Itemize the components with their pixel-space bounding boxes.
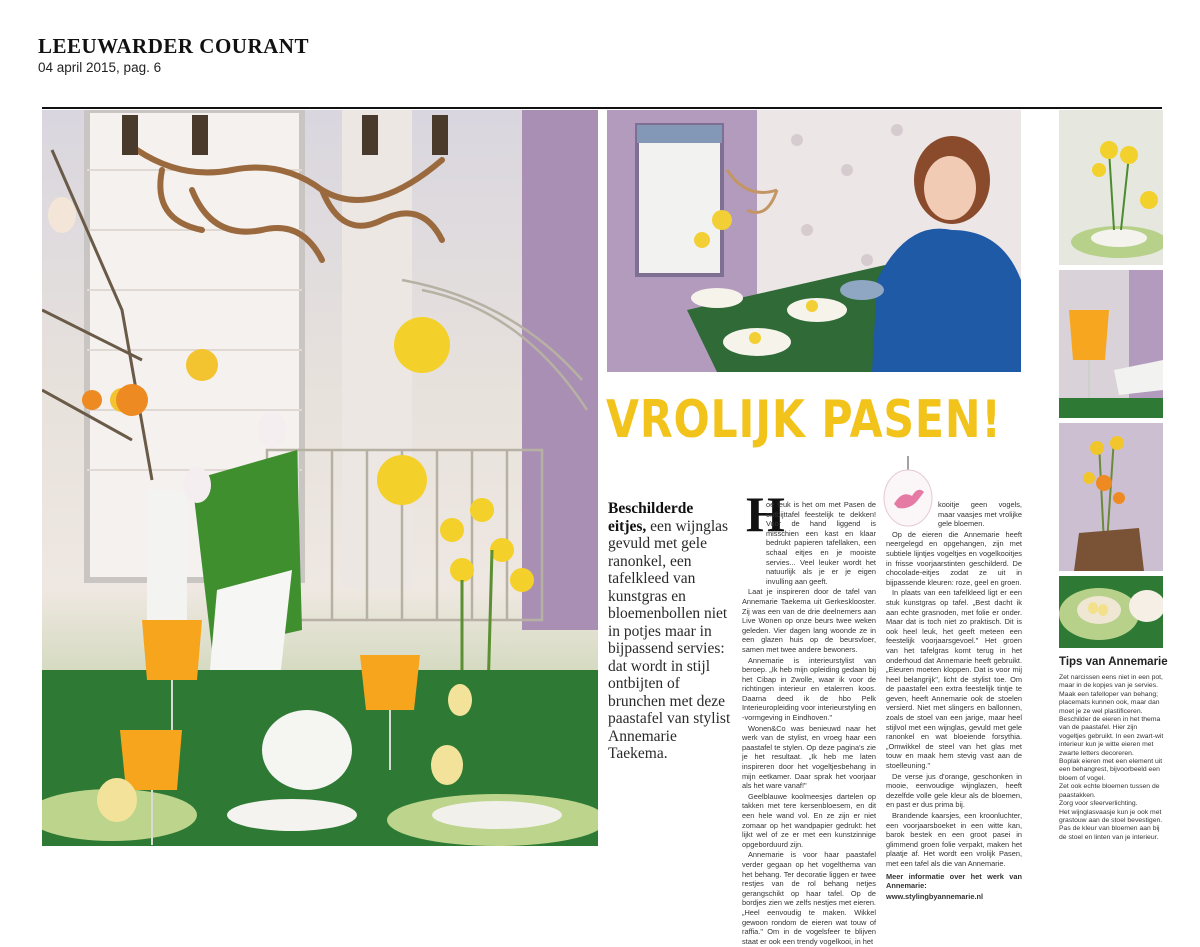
article-paragraph: Annemarie is voor haar paastafel verder gegaan op het vogelthema van het behang. Ter decoratie liggen er twee restjes van de rol behang netjes gerangschikt op haar tafel. Op de bordjes zien we zelfs nestjes met eieren. „Heel eenvoudig te maken. Wikkel gewoon rondom de eieren wat touw of raffia." Om in de vogelsfeer te blijven staat er ook een trendy vogelkooi, in het: [742, 850, 876, 946]
egg-nest-illustration: [1059, 576, 1163, 648]
strip-photo-egg-nest: [1059, 576, 1163, 648]
masthead: LEEUWARDER COURANT: [38, 34, 309, 58]
tip-item: Het wijnglasvaasje kun je ook met grastouw aan de stoel bevestigen.: [1059, 808, 1163, 824]
article-footer-link[interactable]: www.stylingbyannemarie.nl: [886, 891, 984, 901]
article-paragraph: Op de eieren die Annemarie heeft neergelegd en opgehangen, zijn met subtiele lijntjes vogeltjes en vogelkooitjes in frisse voorjaarstinten geschilderd. De chocolade-eitjes zodat ze uit in bijpassende kleuren: roze, geel en groen.: [886, 529, 1022, 587]
article-paragraph: Annemarie is interieurstylist van beroep. „Ik heb mijn opleiding gedaan bij het Cibap in Zwolle, waar ik voor de richtingen interieur en etalerren koos. Daarna deed ik de hbo Pelk Interieuropleiding voor interieurstyling en -vormgeving in Eindhoven.": [742, 655, 876, 723]
article-footer-label: Meer informatie over het werk van Annemarie:: [886, 871, 1022, 891]
tip-item: Zet ook echte bloemen tussen de paastakken.: [1059, 783, 1160, 799]
tip-item: Maak een tafelloper van behang; placemats kunnen ook, maar dan moet je ze wel plastificeren.: [1059, 690, 1160, 715]
photo-stylist-at-table: [607, 110, 1021, 372]
dateline: 04 april 2015, pag. 6: [38, 60, 162, 75]
tip-item: Boplak eieren met een element uit een behangrest, bijvoorbeeld een bloem of vogel.: [1059, 758, 1163, 782]
daffodil-cup-illustration: [1059, 110, 1163, 265]
stylist-illustration: [607, 110, 1021, 372]
strip-photo-chair-flowers: [1059, 423, 1163, 571]
article-paragraph: kooitje geen vogels, maar vaasjes met vrolijke gele bloemen.: [938, 500, 1022, 529]
intro-text: een wijnglas gevuld met gele ranonkel, een tafelkleed van kunstgras en bloemenbollen niet in potjes maar in bijpassend servies: dat wordt in stijl ontbijten of brunchen met deze paastafel van stylist Annemarie Taekema.: [608, 517, 731, 762]
tip-item: Zet narcissen eens niet in een pot, maar in de kopjes van je servies.: [1059, 674, 1163, 690]
tip-item: Pas de kleur van bloemen aan bij de stoel en linten van je interieur.: [1059, 825, 1160, 841]
article-paragraph: Wonen&Co was benieuwd naar het werk van de stylist, en vroeg haar een paastafel te stylen. Op deze pagina's zie je het resultaat. „Ik heb me laten inspireren door het vogeltjesbehang in mijn eetkamer. Daar sprak het voorjaar als het ware vanaf!": [742, 723, 876, 791]
strip-photo-juice-glass: [1059, 270, 1163, 418]
tips-list: [1059, 674, 1165, 842]
article-paragraph: De verse jus d'orange, geschonken in mooie, eenvoudige wijnglazen, heeft dezelfde volle gele kleur als de bloemen, en past er dus prima bij.: [886, 771, 1022, 810]
tip-item: Beschilder de eieren in het thema van de paastafel. Hier zijn vogeltjes gebruikt. In een zwart-wit interieur kun je witte eieren met zwarte letters decoreren.: [1059, 716, 1164, 757]
chair-flowers-illustration: [1059, 423, 1163, 571]
main-photo-easter-table: [42, 110, 598, 846]
article-paragraph: Geelblauwe koolmeesjes dartelen op takken met tere kersenbloesem, en dit een hele wand vol. En ze zijn er niet zomaar op het wandpapier gedrukt: het lijkt wel of ze er met een kunstzinnige opgeborduurd zijn.: [742, 791, 876, 849]
juice-glass-illustration: [1059, 270, 1163, 418]
article-paragraph: oe leuk is het om met Pasen de ontbijttafel feestelijk te dekken! Voor de hand liggend is misschien een kast en klaar bedrukt papieren tafellaken, een schaal eitjes en je mooiste servies... Veel leuker wordt het natuurlijk als je er je eigen invulling aan geeft.: [766, 500, 876, 586]
top-rule: [42, 107, 1162, 109]
article-column-1: [742, 500, 876, 947]
headline: VROLIJK PASEN!: [606, 390, 1002, 450]
article-paragraph: In plaats van een tafelkleed ligt er een stuk kunstgras op tafel. „Best dacht ik aan echte grasnoden, met folie er onder. Maar dat is toch niet zo praktisch. Dit is ook heel leuk, het geeft meteen een feestelijk voorjaarsgevoel." Het groen van het tafelgras komt terug in het onderhoud dat Annemarie heeft gebruikt. „Eieuren moeten kloppen. Dat is voor mij heel belangrijk", licht de stylist toe. Om de paastafel een extra feestelijk tintje te geven, heeft Annemarie ook de stoelen versierd. Niet met slingers en ballonnen, zoals de stoel van een jarige, maar heel stijlvol met een wijnglas, gevuld met gele ranonkel en wat bloeiende forsythia. „Omwikkel de steel van het glas met touw en maak hem stevig vast aan de stoelleuning.": [886, 588, 1022, 771]
tips-title: Tips van Annemarie: [1059, 656, 1168, 668]
article-paragraph: Brandende kaarsjes, een kroonluchter, een voorjaarsboeket in een witte kan, barok bestek en een groot pasei in glimmend groen folie verpakt, maken het plaatje af. Het wordt een vrolijk Pasen, met een tafel als die van Annemarie.: [886, 811, 1022, 868]
intro-lead: Beschilderde eitjes,: [608, 500, 694, 535]
strip-photo-daffodil-cup: [1059, 110, 1163, 265]
tip-item: Zorg voor sfeerverlichting.: [1059, 800, 1138, 808]
easter-table-illustration: [42, 110, 598, 846]
drop-cap: H: [746, 486, 785, 542]
article-column-2: [886, 500, 1022, 902]
article-paragraph: Laat je inspireren door de tafel van Annemarie Taekema uit Gerkesklooster. Zij was een van de drie deelnemers aan Live Wonen op onze beurs twee weken geleden. Vier dagen lang woonde ze in een glazen huis op de beursvloer, samen met twee andere bewoners.: [742, 587, 876, 654]
intro-paragraph: [608, 500, 732, 763]
